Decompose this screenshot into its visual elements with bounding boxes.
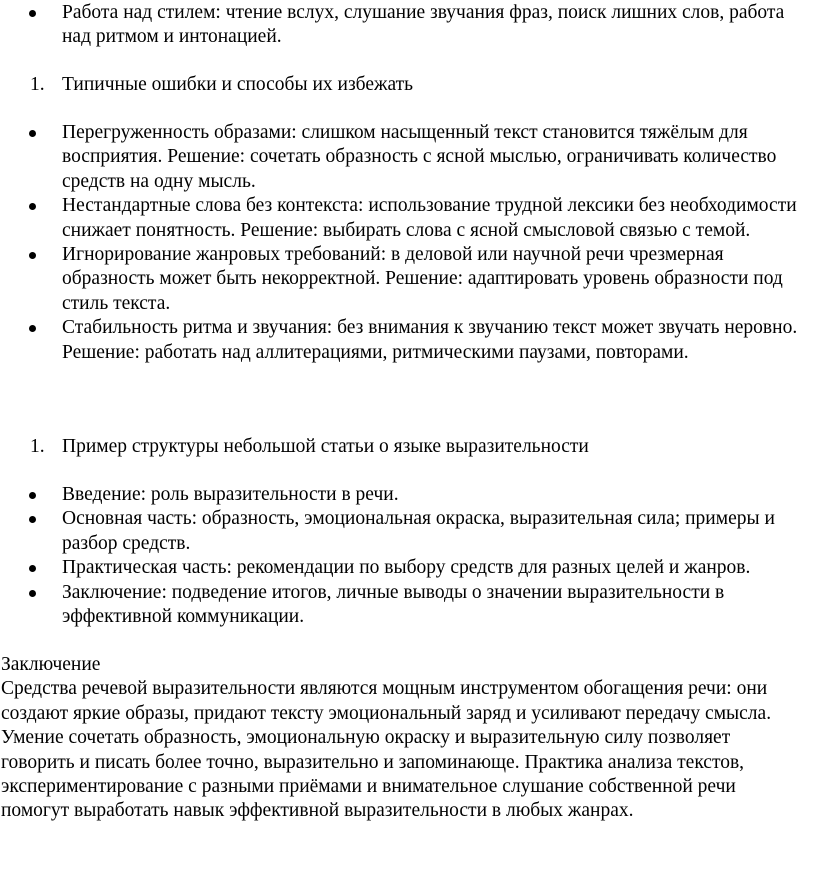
list-item-text: Перегруженность образами: слишком насыщенный текст становится тяжёлым для восприятия. Решение: сочетать образность с ясной мыслью, ограничивать количество средств на одну мысль. bbox=[62, 122, 777, 192]
list-item-text: Стабильность ритма и звучания: без внимания к звучанию текст может звучать неровно. Решение: работать над аллитерациями, ритмическими паузами, повторами. bbox=[62, 317, 798, 363]
list-item bbox=[0, 556, 804, 580]
list-item bbox=[0, 194, 804, 243]
list-item bbox=[0, 121, 804, 194]
list-item bbox=[0, 483, 804, 507]
list-item-text: Заключение: подведение итогов, личные выводы о значении выразительности в эффективной коммуникации. bbox=[62, 581, 725, 628]
bullet-icon bbox=[29, 130, 36, 137]
list-item-text: Практическая часть: рекомендации по выбору средств для разных целей и жанров. bbox=[62, 557, 751, 579]
numbered-heading bbox=[0, 73, 804, 97]
list-item bbox=[0, 316, 804, 365]
bullet-icon bbox=[29, 492, 36, 499]
structure-list bbox=[0, 483, 804, 629]
bullet-icon bbox=[29, 590, 36, 597]
bullet-icon bbox=[29, 252, 36, 259]
heading-text: Типичные ошибки и способы их избежать bbox=[62, 74, 414, 95]
conclusion-title: Заключение bbox=[1, 654, 101, 675]
bullet-icon bbox=[29, 203, 36, 210]
heading-number: 1. bbox=[30, 436, 45, 457]
numbered-heading bbox=[0, 435, 804, 459]
heading-number: 1. bbox=[30, 74, 45, 95]
list-item-text: Работа над стилем: чтение вслух, слушание звучания фраз, поиск лишних слов, работа над ритмом и интонацией. bbox=[62, 2, 785, 48]
heading-structure bbox=[0, 435, 804, 459]
list-item bbox=[0, 507, 804, 556]
list-item-text: Основная часть: образность, эмоциональная окраска, выразительная сила; примеры и разбор средств. bbox=[62, 508, 775, 554]
heading-errors bbox=[0, 73, 804, 97]
list-item-text: Игнорирование жанровых требований: в деловой или научной речи чрезмерная образность может быть некорректной. Решение: адаптировать уровень образности под стиль текста. bbox=[62, 244, 783, 314]
conclusion-body: Средства речевой выразительности являются мощным инструментом обогащения речи: они создают яркие образы, придают тексту эмоциональный заряд и усиливают передачу смысла. Умение сочетать образность, эмоциональную окраску и выразительную силу позволяет говорить и писать более точно, выразительно и запоминающе. Практика анализа текстов, экспериментирование с разными приёмами и внимательное слушание собственной речи помогут выработать навык эффективной выразительности в любых жанрах. bbox=[1, 678, 772, 822]
list-item bbox=[0, 243, 804, 316]
list-item bbox=[0, 581, 804, 630]
bullet-icon bbox=[29, 10, 36, 17]
list-item-text: Введение: роль выразительности в речи. bbox=[62, 484, 399, 505]
heading-text: Пример структуры небольшой статьи о языке выразительности bbox=[62, 436, 589, 457]
list-item bbox=[0, 1, 804, 50]
bullet-icon bbox=[29, 565, 36, 572]
conclusion-section bbox=[1, 653, 801, 824]
list-item-text: Нестандартные слова без контекста: использование трудной лексики без необходимости снижает понятность. Решение: выбирать слова с ясной смысловой связью с темой. bbox=[62, 195, 797, 241]
bullet-icon bbox=[29, 516, 36, 523]
bullet-icon bbox=[29, 325, 36, 332]
errors-list bbox=[0, 121, 804, 365]
style-work-list bbox=[0, 1, 804, 50]
